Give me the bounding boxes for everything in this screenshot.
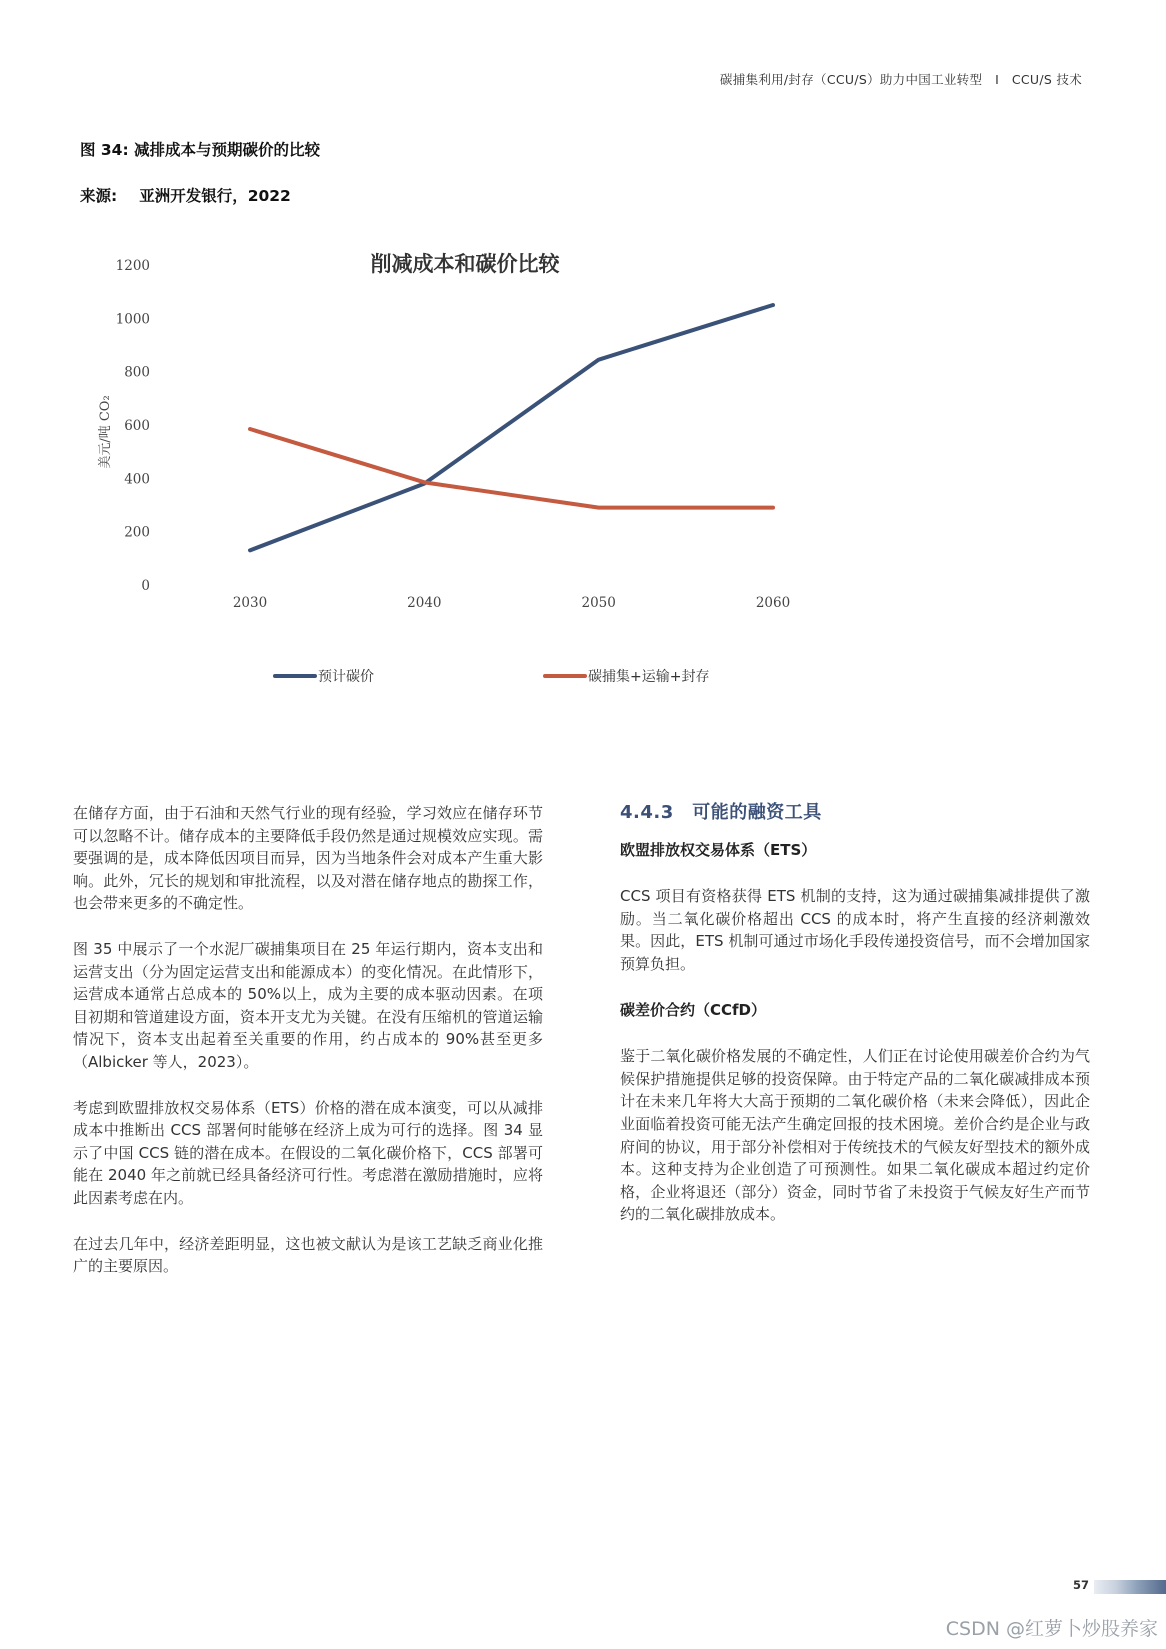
page-number-bar <box>1094 1580 1166 1594</box>
y-axis-label: 美元/吨 CO₂ <box>98 395 113 469</box>
x-tick-label: 2030 <box>232 595 268 611</box>
right-column <box>620 802 1090 1249</box>
ets-paragraph: CCS 项目有资格获得 ETS 机制的支持，这为通过碳捕集减排提供了激励。当二氧化碳价格超出 CCS 的成本时，将产生直接的经济刺激效果。因此，ETS 机制可通过市场化手段传递投资信号，而不会增加国家预算负担。 <box>620 887 1090 973</box>
y-tick-label: 200 <box>124 524 150 541</box>
y-tick-label: 600 <box>124 418 150 434</box>
y-tick-label: 0 <box>141 578 150 594</box>
paragraph-storage: 在储存方面，由于石油和天然气行业的现有经验，学习效应在储存环节可以忽略不计。储存成本的主要降低手段仍然是通过规模效应实现。需要强调的是，成本降低因项目而异，因为当地条件会对成本产生重大影响。此外，冗长的规划和审批流程，以及对潜在储存地点的勘探工作，也会带来更多的不确定性。 <box>73 804 543 913</box>
y-tick-label: 400 <box>124 471 150 488</box>
y-tick-label: 1200 <box>115 258 150 274</box>
series-line-2 <box>250 429 773 508</box>
figure-source-label: 来源: <box>80 187 118 205</box>
x-tick-label: 2060 <box>755 595 791 611</box>
ccfd-heading: 碳差价合约（CCfD） <box>620 1000 766 1019</box>
figure-title: 图 34: 减排成本与预期碳价的比较 <box>80 141 321 159</box>
paragraph-economic-gap: 在过去几年中，经济差距明显，这也被文献认为是该工艺缺乏商业化推广的主要原因。 <box>73 1234 543 1276</box>
running-header: 碳捕集利用/封存（CCU/S）助力中国工业转型 I CCU/S 技术 <box>719 72 1082 87</box>
paragraph-capex-opex: 图 35 中展示了一个水泥厂碳捕集项目在 25 年运行期内，资本支出和运营支出（分为固定运营支出和能源成本）的变化情况。在此情形下，运营成本通常占总成本的 50%以上，成为主要的成本驱动因素。在项目初期和管道建设方面，资本开支尤为关键。在没有压缩机的管道运输情况下，资本支出起着至关重要的作用，约占成本的 90%甚至更多（Albicker 等人，2023）。 <box>73 939 543 1071</box>
section-heading: 4.4.3 可能的融资工具 <box>620 802 822 823</box>
paragraph-ets-cost: 考虑到欧盟排放权交易体系（ETS）价格的潜在成本演变，可以从减排成本中推断出 CCS 部署何时能够在经济上成为可行的选择。图 34 显示了中国 CCS 链的潜在成本。在假设的二氧化碳价格下，CCS 部署可能在 2040 年之前就已经具备经济可行性。考虑潜在激励措施时，应将此因素考虑在内。 <box>73 1098 543 1207</box>
legend-label-2: 碳捕集+运输+封存 <box>588 669 710 685</box>
watermark: CSDN @红萝卜炒股养家 <box>945 1618 1158 1640</box>
figure-source <box>80 184 291 206</box>
y-tick-label: 1000 <box>115 311 150 328</box>
y-tick-label: 800 <box>124 364 150 381</box>
page-number: 57 <box>1073 1578 1090 1592</box>
series-line-1 <box>250 305 773 550</box>
legend-label-1: 预计碳价 <box>318 669 374 685</box>
x-tick-label: 2040 <box>407 595 442 611</box>
x-tick-label: 2050 <box>581 595 616 611</box>
cost-comparison-chart <box>90 245 880 735</box>
ccfd-paragraph: 鉴于二氧化碳价格发展的不确定性，人们正在讨论使用碳差价合约为气候保护措施提供足够的投资保障。由于特定产品的二氧化碳减排成本预计在未来几年将大大高于预期的二氧化碳价格（未来会降低），因此企业面临着投资可能无法产生确定回报的技术困境。差价合约是企业与政府间的协议，用于部分补偿相对于传统技术的气候友好型技术的额外成本。这种支持为企业创造了可预测性。如果二氧化碳成本超过约定价格，企业将退还（部分）资金，同时节省了未投资于气候友好生产而节约的二氧化碳排放成本。 <box>620 1047 1090 1224</box>
figure-source-text: 亚洲开发银行，2022 <box>139 187 291 205</box>
chart-title: 削减成本和碳价比较 <box>370 252 560 276</box>
ets-heading: 欧盟排放权交易体系（ETS） <box>620 840 817 859</box>
left-column <box>73 802 543 1301</box>
